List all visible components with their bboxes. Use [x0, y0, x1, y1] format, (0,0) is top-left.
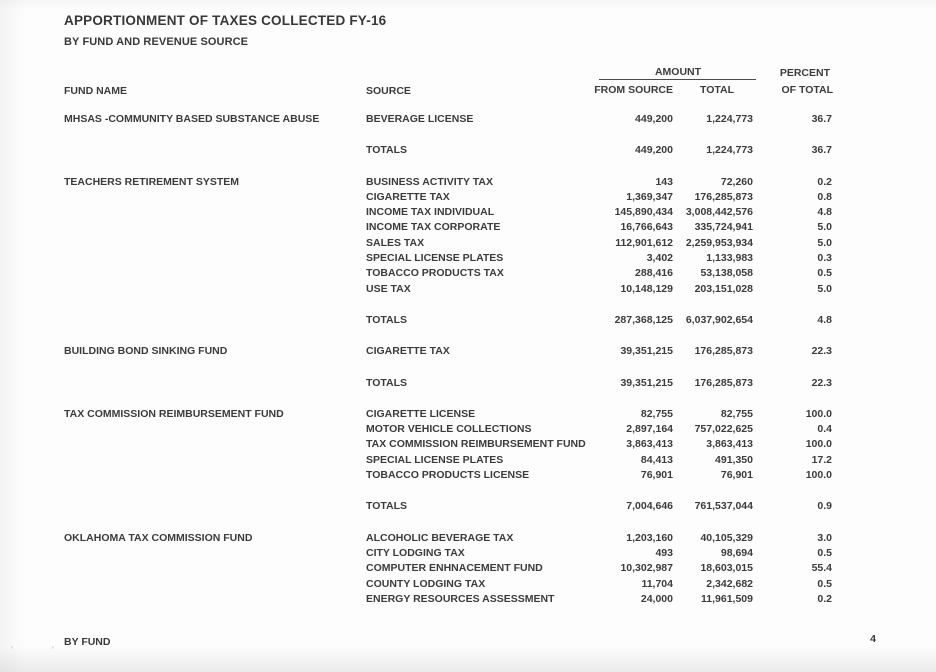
- totals-percent-cell: 22.3: [811, 376, 832, 389]
- source-cell: INCOME TAX CORPORATE: [366, 221, 501, 234]
- total-cell: 2,259,953,934: [685, 236, 753, 249]
- source-cell: SALES TAX: [366, 236, 425, 249]
- total-cell: 491,350: [715, 453, 753, 466]
- fund-name-cell: [64, 251, 366, 266]
- total-cell: 203,151,028: [694, 282, 753, 295]
- table-row: [0, 190, 936, 205]
- source-cell: CIGARETTE TAX: [366, 345, 450, 358]
- totals-row: [0, 143, 936, 158]
- fund-name-cell: [64, 592, 366, 607]
- from-source-cell: 16,766,643: [620, 221, 673, 234]
- column-header-percent: PERCENT: [779, 67, 830, 79]
- column-header-of-total: OF TOTAL: [781, 84, 833, 96]
- percent-cell: 0.5: [817, 267, 832, 280]
- from-source-cell: 112,901,612: [615, 236, 673, 249]
- totals-from-source-cell: 287,368,125: [614, 313, 673, 326]
- table-row: [0, 546, 936, 561]
- source-cell: CITY LODGING TAX: [366, 546, 465, 559]
- percent-cell: 0.2: [817, 592, 832, 605]
- totals-percent-cell: 4.8: [817, 313, 832, 326]
- source-cell: TOBACCO PRODUCTS TAX: [366, 267, 504, 280]
- fund-name-cell: [64, 266, 366, 281]
- totals-label: TOTALS: [366, 144, 408, 157]
- percent-cell: 3.0: [817, 531, 832, 544]
- column-group-header-amount: AMOUNT: [654, 66, 702, 78]
- percent-cell: 5.0: [817, 221, 832, 234]
- column-header-from-source: FROM SOURCE: [594, 84, 673, 96]
- table-row: [0, 112, 936, 127]
- total-cell: 176,285,873: [694, 190, 753, 203]
- column-header-total: TOTAL: [700, 84, 735, 96]
- from-source-cell: 1,203,160: [626, 531, 673, 544]
- totals-total-cell: 1,224,773: [706, 144, 753, 157]
- percent-cell: 0.4: [817, 423, 832, 436]
- fund-name-cell: [64, 577, 366, 592]
- percent-cell: 55.4: [811, 562, 832, 575]
- table-row: [0, 236, 936, 251]
- table-row: [0, 220, 936, 235]
- source-cell: SPECIAL LICENSE PLATES: [366, 453, 504, 466]
- from-source-cell: 3,863,413: [626, 438, 673, 451]
- table-row: [0, 205, 936, 220]
- table-row: [0, 422, 936, 437]
- percent-cell: 100.0: [805, 407, 832, 420]
- percent-cell: 0.5: [817, 546, 832, 559]
- from-source-cell: 143: [655, 175, 673, 188]
- percent-cell: 100.0: [805, 438, 832, 451]
- total-cell: 176,285,873: [694, 345, 753, 358]
- fund-name-cell: [64, 376, 366, 391]
- totals-total-cell: 761,537,044: [694, 500, 753, 513]
- from-source-cell: 24,000: [640, 592, 673, 605]
- page-subtitle: BY FUND AND REVENUE SOURCE: [64, 36, 249, 48]
- source-cell: SPECIAL LICENSE PLATES: [366, 252, 504, 265]
- total-cell: 1,133,983: [706, 252, 753, 265]
- totals-label: TOTALS: [366, 313, 408, 326]
- source-cell: COMPUTER ENHNACEMENT FUND: [366, 562, 543, 575]
- totals-from-source-cell: 449,200: [635, 144, 673, 157]
- source-cell: MOTOR VEHICLE COLLECTIONS: [366, 423, 532, 436]
- fund-name-cell: [64, 468, 366, 483]
- totals-from-source-cell: 39,351,215: [620, 376, 673, 389]
- fund-name-cell: [64, 561, 366, 576]
- totals-total-cell: 6,037,902,654: [685, 313, 753, 326]
- table-row: [0, 407, 936, 422]
- source-cell: USE TAX: [366, 282, 411, 295]
- totals-label: TOTALS: [366, 500, 408, 513]
- source-cell: TAX COMMISSION REIMBURSEMENT FUND: [366, 438, 586, 451]
- percent-cell: 4.8: [817, 206, 832, 219]
- from-source-cell: 1,369,347: [626, 190, 673, 203]
- table-row: [0, 175, 936, 190]
- total-cell: 757,022,625: [694, 423, 753, 436]
- source-cell: INCOME TAX INDIVIDUAL: [366, 206, 495, 219]
- total-cell: 53,138,058: [700, 267, 753, 280]
- source-cell: COUNTY LODGING TAX: [366, 577, 486, 590]
- table-row: [0, 282, 936, 297]
- total-cell: 76,901: [720, 469, 753, 482]
- fund-name-cell: TEACHERS RETIREMENT SYSTEM: [64, 175, 240, 188]
- fund-name-cell: [64, 236, 366, 251]
- totals-percent-cell: 0.9: [817, 500, 832, 513]
- percent-cell: 5.0: [817, 282, 832, 295]
- percent-cell: 0.3: [817, 252, 832, 265]
- footer-report-name: BY FUND: [64, 636, 111, 648]
- table-row: [0, 592, 936, 607]
- from-source-cell: 10,148,129: [620, 282, 673, 295]
- fund-section: [0, 344, 936, 391]
- fund-name-cell: OKLAHOMA TAX COMMISSION FUND: [64, 531, 253, 544]
- percent-cell: 0.8: [817, 190, 832, 203]
- fund-section: [0, 407, 936, 515]
- totals-row: [0, 499, 936, 514]
- fund-name-cell: [64, 190, 366, 205]
- totals-label: TOTALS: [366, 376, 408, 389]
- fund-name-cell: [64, 499, 366, 514]
- from-source-cell: 39,351,215: [620, 345, 673, 358]
- total-cell: 3,008,442,576: [685, 206, 753, 219]
- from-source-cell: 10,302,987: [620, 562, 673, 575]
- fund-section: [0, 175, 936, 329]
- table-row: [0, 251, 936, 266]
- percent-cell: 5.0: [817, 236, 832, 249]
- page-title: APPORTIONMENT OF TAXES COLLECTED FY-16: [64, 13, 387, 28]
- fund-section: [0, 112, 936, 159]
- totals-row: [0, 313, 936, 328]
- fund-name-cell: [64, 220, 366, 235]
- totals-row: [0, 376, 936, 391]
- from-source-cell: 449,200: [635, 113, 673, 125]
- percent-cell: 17.2: [811, 453, 832, 466]
- table-row: [0, 344, 936, 359]
- percent-cell: 0.2: [817, 175, 832, 188]
- total-cell: 335,724,941: [694, 221, 753, 234]
- source-cell: CIGARETTE TAX: [366, 190, 450, 203]
- percent-cell: 100.0: [805, 469, 832, 482]
- from-source-cell: 493: [655, 546, 673, 559]
- percent-cell: 22.3: [811, 345, 832, 358]
- total-cell: 98,694: [720, 546, 753, 559]
- source-cell: ENERGY RESOURCES ASSESSMENT: [366, 592, 555, 605]
- table-row: [0, 437, 936, 452]
- fund-name-cell: [64, 205, 366, 220]
- from-source-cell: 76,901: [640, 469, 673, 482]
- source-cell: TOBACCO PRODUCTS LICENSE: [366, 469, 530, 482]
- from-source-cell: 288,416: [635, 267, 673, 280]
- fund-name-cell: BUILDING BOND SINKING FUND: [64, 345, 228, 358]
- from-source-cell: 3,402: [646, 252, 673, 265]
- totals-percent-cell: 36.7: [811, 144, 832, 157]
- total-cell: 11,961,509: [701, 592, 753, 605]
- total-cell: 18,603,015: [700, 562, 753, 575]
- fund-name-cell: [64, 546, 366, 561]
- table-row: [0, 266, 936, 281]
- fund-section: [0, 531, 936, 607]
- percent-cell: 0.5: [817, 577, 832, 590]
- totals-from-source-cell: 7,004,646: [626, 500, 673, 513]
- from-source-cell: 82,755: [640, 407, 673, 420]
- percent-cell: 36.7: [811, 113, 832, 125]
- fund-name-cell: [64, 313, 366, 328]
- total-cell: 2,342,682: [706, 577, 753, 590]
- fund-name-cell: [64, 143, 366, 158]
- total-cell: 72,260: [720, 175, 753, 188]
- fund-name-cell: [64, 437, 366, 452]
- from-source-cell: 145,890,434: [614, 206, 673, 219]
- table-row: [0, 531, 936, 546]
- column-header-source: SOURCE: [366, 85, 411, 97]
- total-cell: 3,863,413: [706, 438, 753, 451]
- total-cell: 40,105,329: [700, 531, 753, 544]
- from-source-cell: 2,897,164: [626, 423, 673, 436]
- table-row: [0, 577, 936, 592]
- table-row: [0, 561, 936, 576]
- fund-name-cell: TAX COMMISSION REIMBURSEMENT FUND: [64, 407, 284, 420]
- source-cell: ALCOHOLIC BEVERAGE TAX: [366, 531, 514, 544]
- total-cell: 1,224,773: [706, 113, 753, 125]
- totals-total-cell: 176,285,873: [694, 376, 753, 389]
- table-row: [0, 468, 936, 483]
- page-number: 4: [870, 633, 876, 645]
- table-row: [0, 453, 936, 468]
- scan-artifact-mark: ': [52, 645, 54, 655]
- scan-artifact-mark: ': [11, 645, 13, 655]
- from-source-cell: 11,704: [641, 577, 673, 590]
- source-cell: BUSINESS ACTIVITY TAX: [366, 175, 493, 188]
- source-cell: BEVERAGE LICENSE: [366, 113, 474, 125]
- fund-name-cell: [64, 282, 366, 297]
- column-header-fund-name: FUND NAME: [64, 85, 127, 97]
- fund-name-cell: [64, 453, 366, 468]
- source-cell: CIGARETTE LICENSE: [366, 407, 476, 420]
- table-body: [0, 112, 936, 623]
- fund-name-cell: MHSAS -COMMUNITY BASED SUBSTANCE ABUSE: [64, 113, 320, 125]
- total-cell: 82,755: [720, 407, 753, 420]
- from-source-cell: 84,413: [640, 453, 673, 466]
- fund-name-cell: [64, 422, 366, 437]
- amount-group-underline: [599, 79, 756, 80]
